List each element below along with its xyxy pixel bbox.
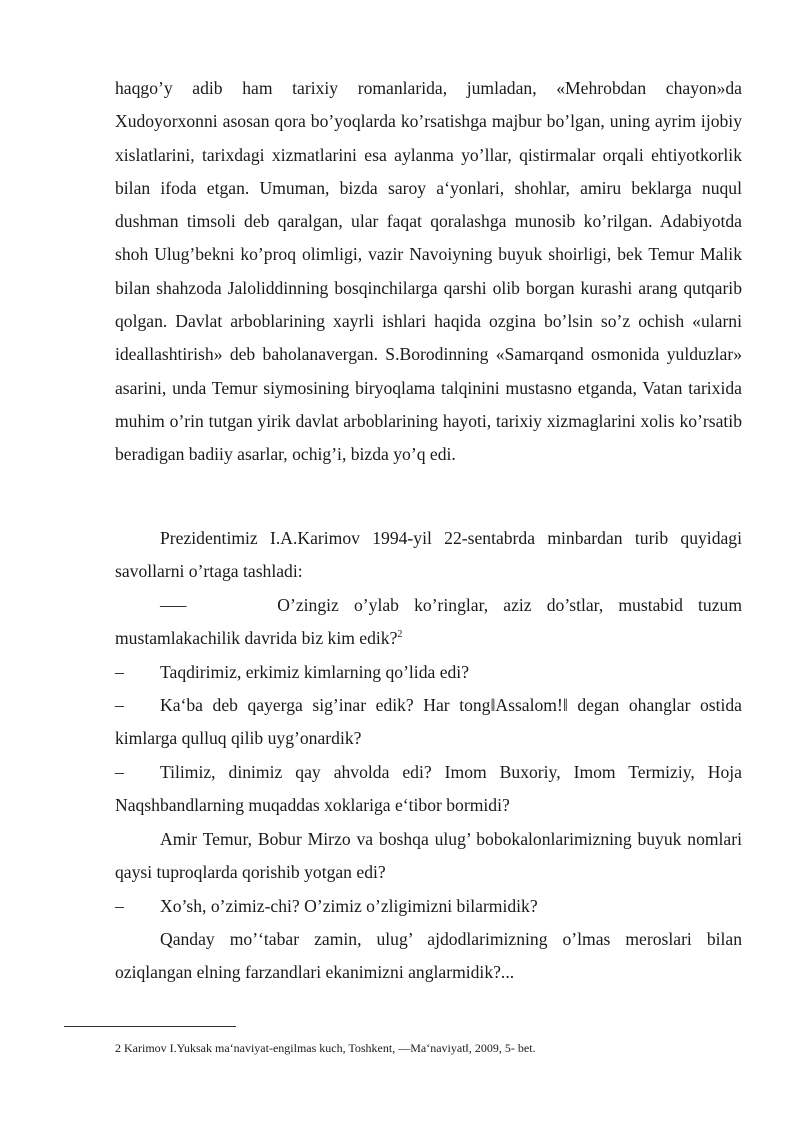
question-1-text: O’zingiz o’ylab ko’ringlar, aziz do’stlar, mustabid tuzum mustamlakachilik davrida biz kim edik? [115, 595, 743, 649]
paragraph-president-quote-intro: Prezidentimiz I.A.Karimov 1994-yil 22-sentabrda minbardan turib quyidagi savollarni o’rtaga tashladi: [115, 528, 742, 582]
question-3 [115, 689, 742, 756]
footnote-reference: 2 [397, 629, 403, 641]
dash-marker: – [115, 662, 124, 682]
paragraph-intro: haqgo’y adib ham tarixiy romanlarida, jumladan, «Mehrobdan chayon»da Xudoyorxonni asosan qora bo’yoqlarda ko’rsatishga majbur bo’lgan, uning ayrim ijobiy xislatlarini, tarixdagi xizmatlarini esa aylanma yo’llar, qistirmalar orqali ehtiyotkorlik bilan ifoda etgan. Umuman, bizda saroy a‘yonlari, shohlar, amiru beklarga nuqul dushman timsoli deb qaralgan, ular faqat qoralashga munosib ko’rilgan. Adabiyotda shoh Ulug’bekni ko’proq olimligi, vazir Navoiyning buyuk shoirligi, bek Temur Malik bilan shahzoda Jaloliddinning bosqinchilarga qarshi olib borgan kurashi arang qutqarib qolgan. Davlat arboblarining xayrli ishlari haqida ozgina bo’lsin so’z ochish «ularni ideallashtirish» deb baholanavergan. S.Borodinning «Samarqand osmonida yulduzlar» asarini, unda Temur siymosining biryoqlama talqinini mustasno etganda, Vatan tarixida muhim o’rin tutgan yirik davlat arboblarining hayoti, tarixiy xizmaglarini xolis ko’rsatib beradigan badiiy asarlar, ochig’i, bizda yo’q edi. [115, 78, 742, 465]
footnote-text: 2 Karimov I.Yuksak ma‘naviyat-engilmas kuch, Toshkent, ―Ma‘naviyat‖, 2009, 5- bet. [115, 1041, 536, 1055]
question-2 [115, 656, 742, 689]
question-4-text: Tilimiz, dinimiz qay ahvolda edi? Imom Buxoriy, Imom Termiziy, Hoja Naqshbandlarning muqaddas xoklariga e‘tibor bormidi? [115, 762, 742, 816]
question-5 [115, 890, 742, 923]
paragraph-ancestors: Amir Temur, Bobur Mirzo va boshqa ulug’ bobokalonlarimizning buyuk nomlari qaysi tuproqlarda qorishib yotgan edi? [115, 829, 742, 883]
question-1 [115, 589, 742, 656]
footnote-separator [64, 1026, 236, 1027]
dash-marker: ––– [160, 595, 187, 615]
question-2-text: Taqdirimiz, erkimiz kimlarning qo’lida edi? [160, 662, 470, 682]
question-4 [115, 756, 742, 823]
question-3-text: Ka‘ba deb qayerga sig’inar edik? Har tong‖Assalom!‖ degan ohanglar ostida kimlarga qulluq qilib uyg’onardik? [115, 695, 742, 749]
dash-marker: – [115, 896, 124, 916]
paragraph-closing-question: Qanday mo’‘tabar zamin, ulug’ ajdodlarimizning o’lmas meroslari bilan oziqlangan elning farzandlari ekanimizni anglarmidik?... [115, 929, 742, 983]
question-5-text: Xo’sh, o’zimiz-chi? O’zimiz o’zligimizni bilarmidik? [160, 896, 538, 916]
dash-marker: – [115, 762, 124, 782]
dash-marker: – [115, 695, 124, 715]
